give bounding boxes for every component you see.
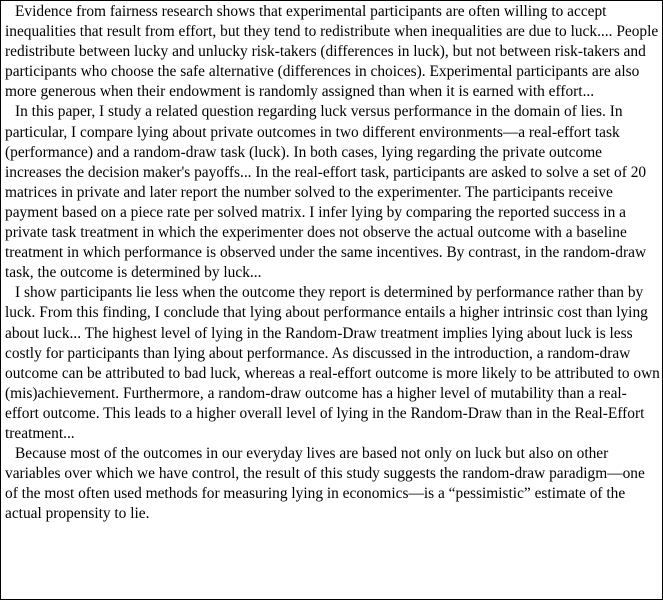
paragraph-findings: I show participants lie less when the outcome they report is determined by performance rather than by luck. From this finding, I conclude that lying about performance entails a higher intrinsic cost than lying about luck... The highest level of lying in the Random-Draw treatment implies lying about luck is less costly for participants than lying about performance. As discussed in the introduction, a random-draw outcome can be attributed to bad luck, whereas a real-effort outcome is more likely to be attributed to own (mis)achievement. Furthermore, a random-draw outcome has a higher level of mutability than a real-effort outcome. This leads to a higher overall level of lying in the Random-Draw than in the Real-Effort treatment... bbox=[5, 284, 660, 442]
paragraph-conclusion: Because most of the outcomes in our everyday lives are based not only on luck but also on other variables over which we have control, the result of this study suggests the random-draw paradigm—one of the most often used methods for measuring lying in economics—is a “pessimistic” estimate of the actual propensity to lie. bbox=[5, 445, 645, 523]
paragraph-fairness-research: Evidence from fairness research shows that experimental participants are often willing to accept inequalities that result from effort, but they tend to redistribute when inequalities are due to luck.... People redistribute between lucky and unlucky risk-takers (differences in luck), but not between risk-takers and participants who choose the safe alternative (differences in choices). Experimental participants are also more generous when their endowment is randomly assigned than when it is earned with effort... bbox=[5, 3, 659, 101]
paragraph-study-design: In this paper, I study a related question regarding luck versus performance in the domain of lies. In particular, I compare lying about private outcomes in two different environments—a real-effort task (performance) and a random-draw task (luck). In both cases, lying regarding the private outcome increases the decision maker's payoffs... In the real-effort task, participants are asked to solve a set of 20 matrices in private and later report the number solved to the experimenter. The participants receive payment based on a piece rate per solved matrix. I infer lying by comparing the reported success in a private task treatment in which the experimenter does not observe the actual outcome with a baseline treatment in which performance is observed under the same incentives. By contrast, in the random-draw task, the outcome is determined by luck... bbox=[5, 103, 647, 282]
